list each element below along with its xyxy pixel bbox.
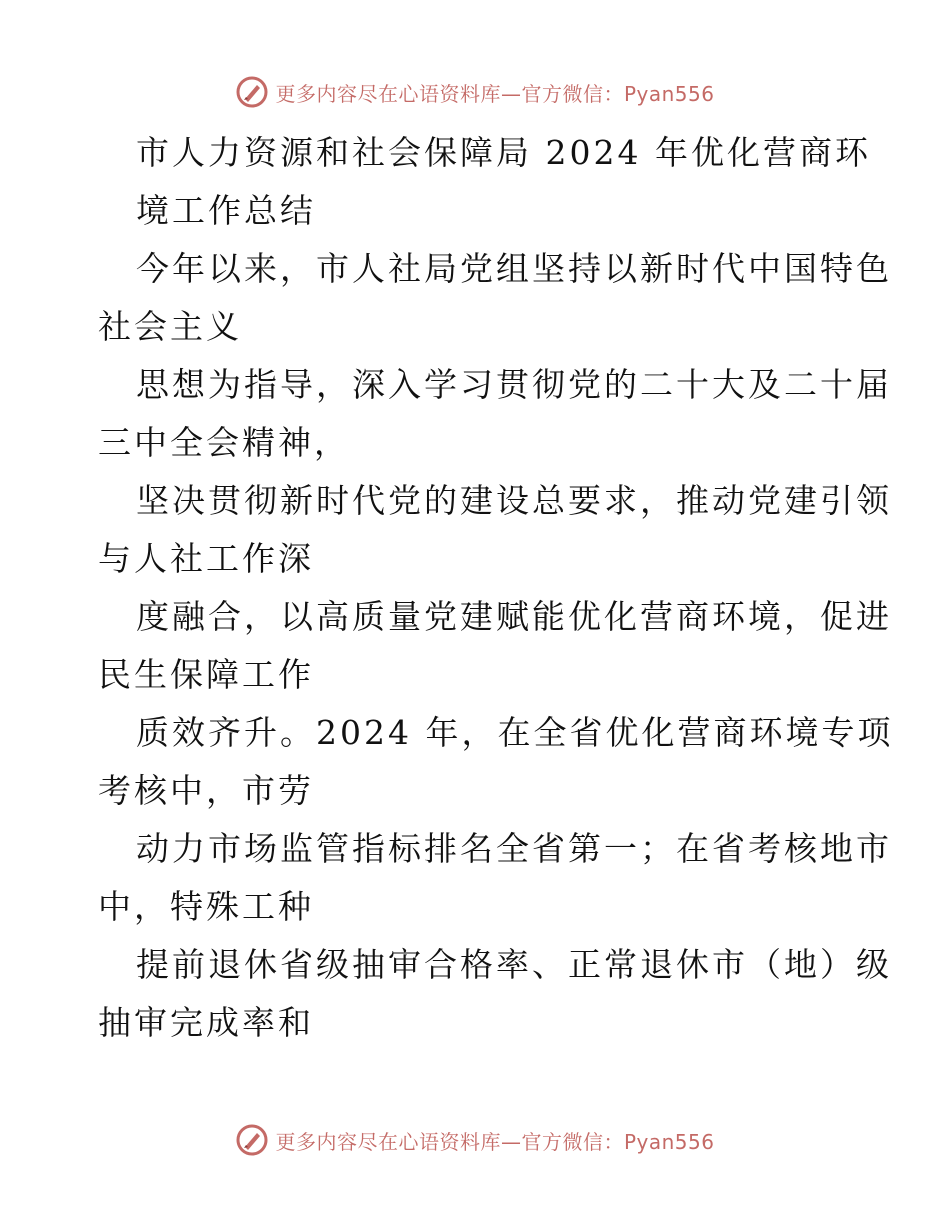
watermark-text: 更多内容尽在心语资料库—官方微信：Pyan556 [275,81,715,106]
pen-logo-icon [235,75,269,109]
text-line: 民生保障工作 [98,655,314,694]
text-line: 坚决贯彻新时代党的建设总要求，推动党建引领 [136,481,892,520]
pen-logo-icon [235,1123,269,1157]
text-line: 抽审完成率和 [98,1003,314,1042]
title-line-2: 境工作总结 [136,191,316,230]
text-line: 考核中，市劳 [98,771,314,810]
text-line: 三中全会精神， [98,423,350,462]
text-line: 质效齐升。2024 年，在全省优化营商环境专项 [136,713,894,752]
title-line-1: 市人力资源和社会保障局 2024 年优化营商环 [136,133,871,172]
footer-watermark [0,1120,950,1160]
text-line: 今年以来，市人社局党组坚持以新时代中国特色 [136,249,892,288]
document-body [98,124,894,1052]
text-line: 与人社工作深 [98,539,314,578]
header-watermark [0,72,950,112]
text-line: 思想为指导，深入学习贯彻党的二十大及二十届 [136,365,892,404]
text-line: 社会主义 [98,307,242,346]
text-line: 提前退休省级抽审合格率、正常退休市（地）级 [136,945,892,984]
text-line: 动力市场监管指标排名全省第一；在省考核地市 [136,829,892,868]
watermark-text: 更多内容尽在心语资料库—官方微信：Pyan556 [275,1129,715,1154]
text-line: 度融合，以高质量党建赋能优化营商环境，促进 [136,597,892,636]
text-line: 中，特殊工种 [98,887,314,926]
